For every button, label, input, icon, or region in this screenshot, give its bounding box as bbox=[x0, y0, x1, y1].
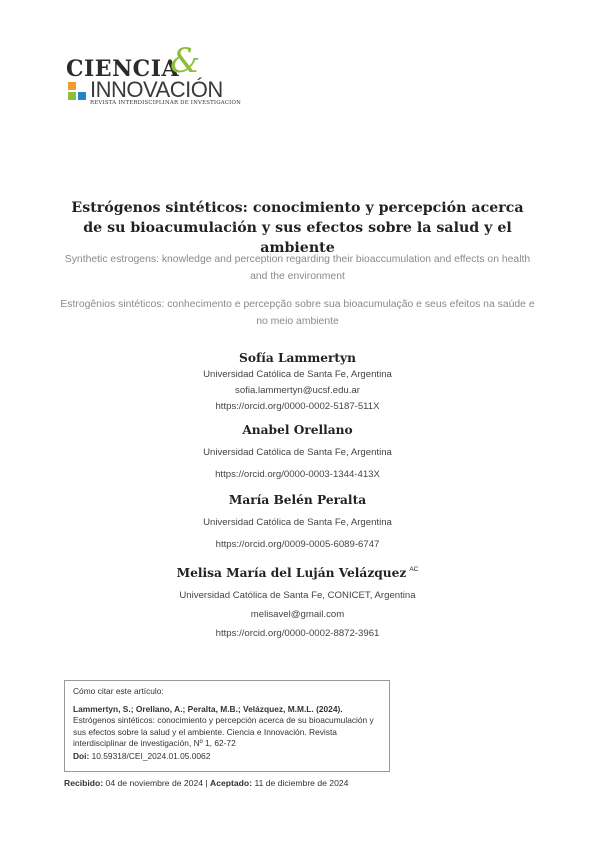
author-block bbox=[60, 349, 535, 415]
citation-authors: Lammertyn, S.; Orellano, A.; Peralta, M.B.; Velázquez, M.M.L. (2024). bbox=[73, 703, 343, 714]
citation-doi bbox=[73, 751, 381, 763]
author-orcid-link[interactable]: https://orcid.org/0000-0002-5187-511X bbox=[215, 401, 380, 412]
author-email-link[interactable]: melisavel@gmail.com bbox=[250, 609, 345, 620]
author-name: María Belén Peralta bbox=[228, 493, 367, 507]
logo-subtitle: REVISTA INTERDISCIPLINAR DE INVESTIGACIÓN bbox=[90, 100, 242, 106]
article-title-pt: Estrogênios sintéticos: conhecimento e percepção sobre sua bioacumulação e seus efeitos na saúde e no meio ambiente bbox=[60, 299, 535, 327]
author-block bbox=[60, 491, 535, 553]
article-title-en: Synthetic estrogens: knowledge and perception regarding their bioaccumulation and effects on health and the environment bbox=[64, 254, 531, 282]
author-name: Melisa María del Luján Velázquez bbox=[176, 566, 407, 580]
citation-box bbox=[64, 680, 390, 772]
doi-label: Doi: bbox=[73, 750, 90, 761]
logo-ciencia-text: CIENCIA bbox=[66, 56, 180, 82]
received-label: Recibido: bbox=[64, 778, 104, 788]
author-name: Sofía Lammertyn bbox=[239, 351, 356, 365]
accepted-label: Aceptado: bbox=[210, 778, 253, 788]
date-separator: | bbox=[205, 778, 208, 788]
author-name: Anabel Orellano bbox=[242, 423, 353, 437]
author-orcid-link[interactable]: https://orcid.org/0009-0005-6089-6747 bbox=[215, 539, 380, 550]
citation-text: Estrógenos sintéticos: conocimiento y percepción acerca de su bioacumulación y sus efectos sobre la salud y el ambiente. Ciencia e Innovación. Revista interdisciplinar de investigación, Nº 1, 62-72 bbox=[73, 715, 374, 749]
author-affiliation: Universidad Católica de Santa Fe, CONICET, Argentina bbox=[179, 590, 416, 601]
received-date: 04 de noviembre de 2024 bbox=[105, 778, 204, 788]
author-block bbox=[60, 561, 535, 642]
article-dates bbox=[64, 778, 348, 788]
doi-link[interactable]: 10.59318/CEI_2024.01.05.0062 bbox=[91, 750, 211, 761]
author-block bbox=[60, 421, 535, 483]
logo-innovacion-text: INNOVACIÓN bbox=[90, 77, 223, 102]
author-email-link[interactable]: sofia.lammertyn@ucsf.edu.ar bbox=[235, 385, 360, 396]
accepted-date: 11 de diciembre de 2024 bbox=[254, 778, 349, 788]
author-superscript: AC bbox=[409, 566, 419, 573]
author-affiliation: Universidad Católica de Santa Fe, Argentina bbox=[203, 369, 392, 380]
logo-ampersand: & bbox=[170, 41, 201, 81]
author-name-wrapper bbox=[60, 561, 535, 582]
author-orcid-link[interactable]: https://orcid.org/0000-0002-8872-3961 bbox=[215, 628, 380, 639]
author-affiliation: Universidad Católica de Santa Fe, Argentina bbox=[203, 447, 392, 458]
author-affiliation: Universidad Católica de Santa Fe, Argentina bbox=[203, 517, 392, 528]
journal-logo bbox=[66, 41, 242, 110]
logo-squares-icon bbox=[68, 82, 86, 100]
author-orcid-link[interactable]: https://orcid.org/0000-0003-1344-413X bbox=[215, 469, 380, 480]
citation-label: Cómo citar este artículo: bbox=[73, 686, 164, 696]
article-title-es: Estrógenos sintéticos: conocimiento y percepción acerca de su bioacumulación y sus efectos sobre la salud y el ambiente bbox=[71, 200, 524, 256]
